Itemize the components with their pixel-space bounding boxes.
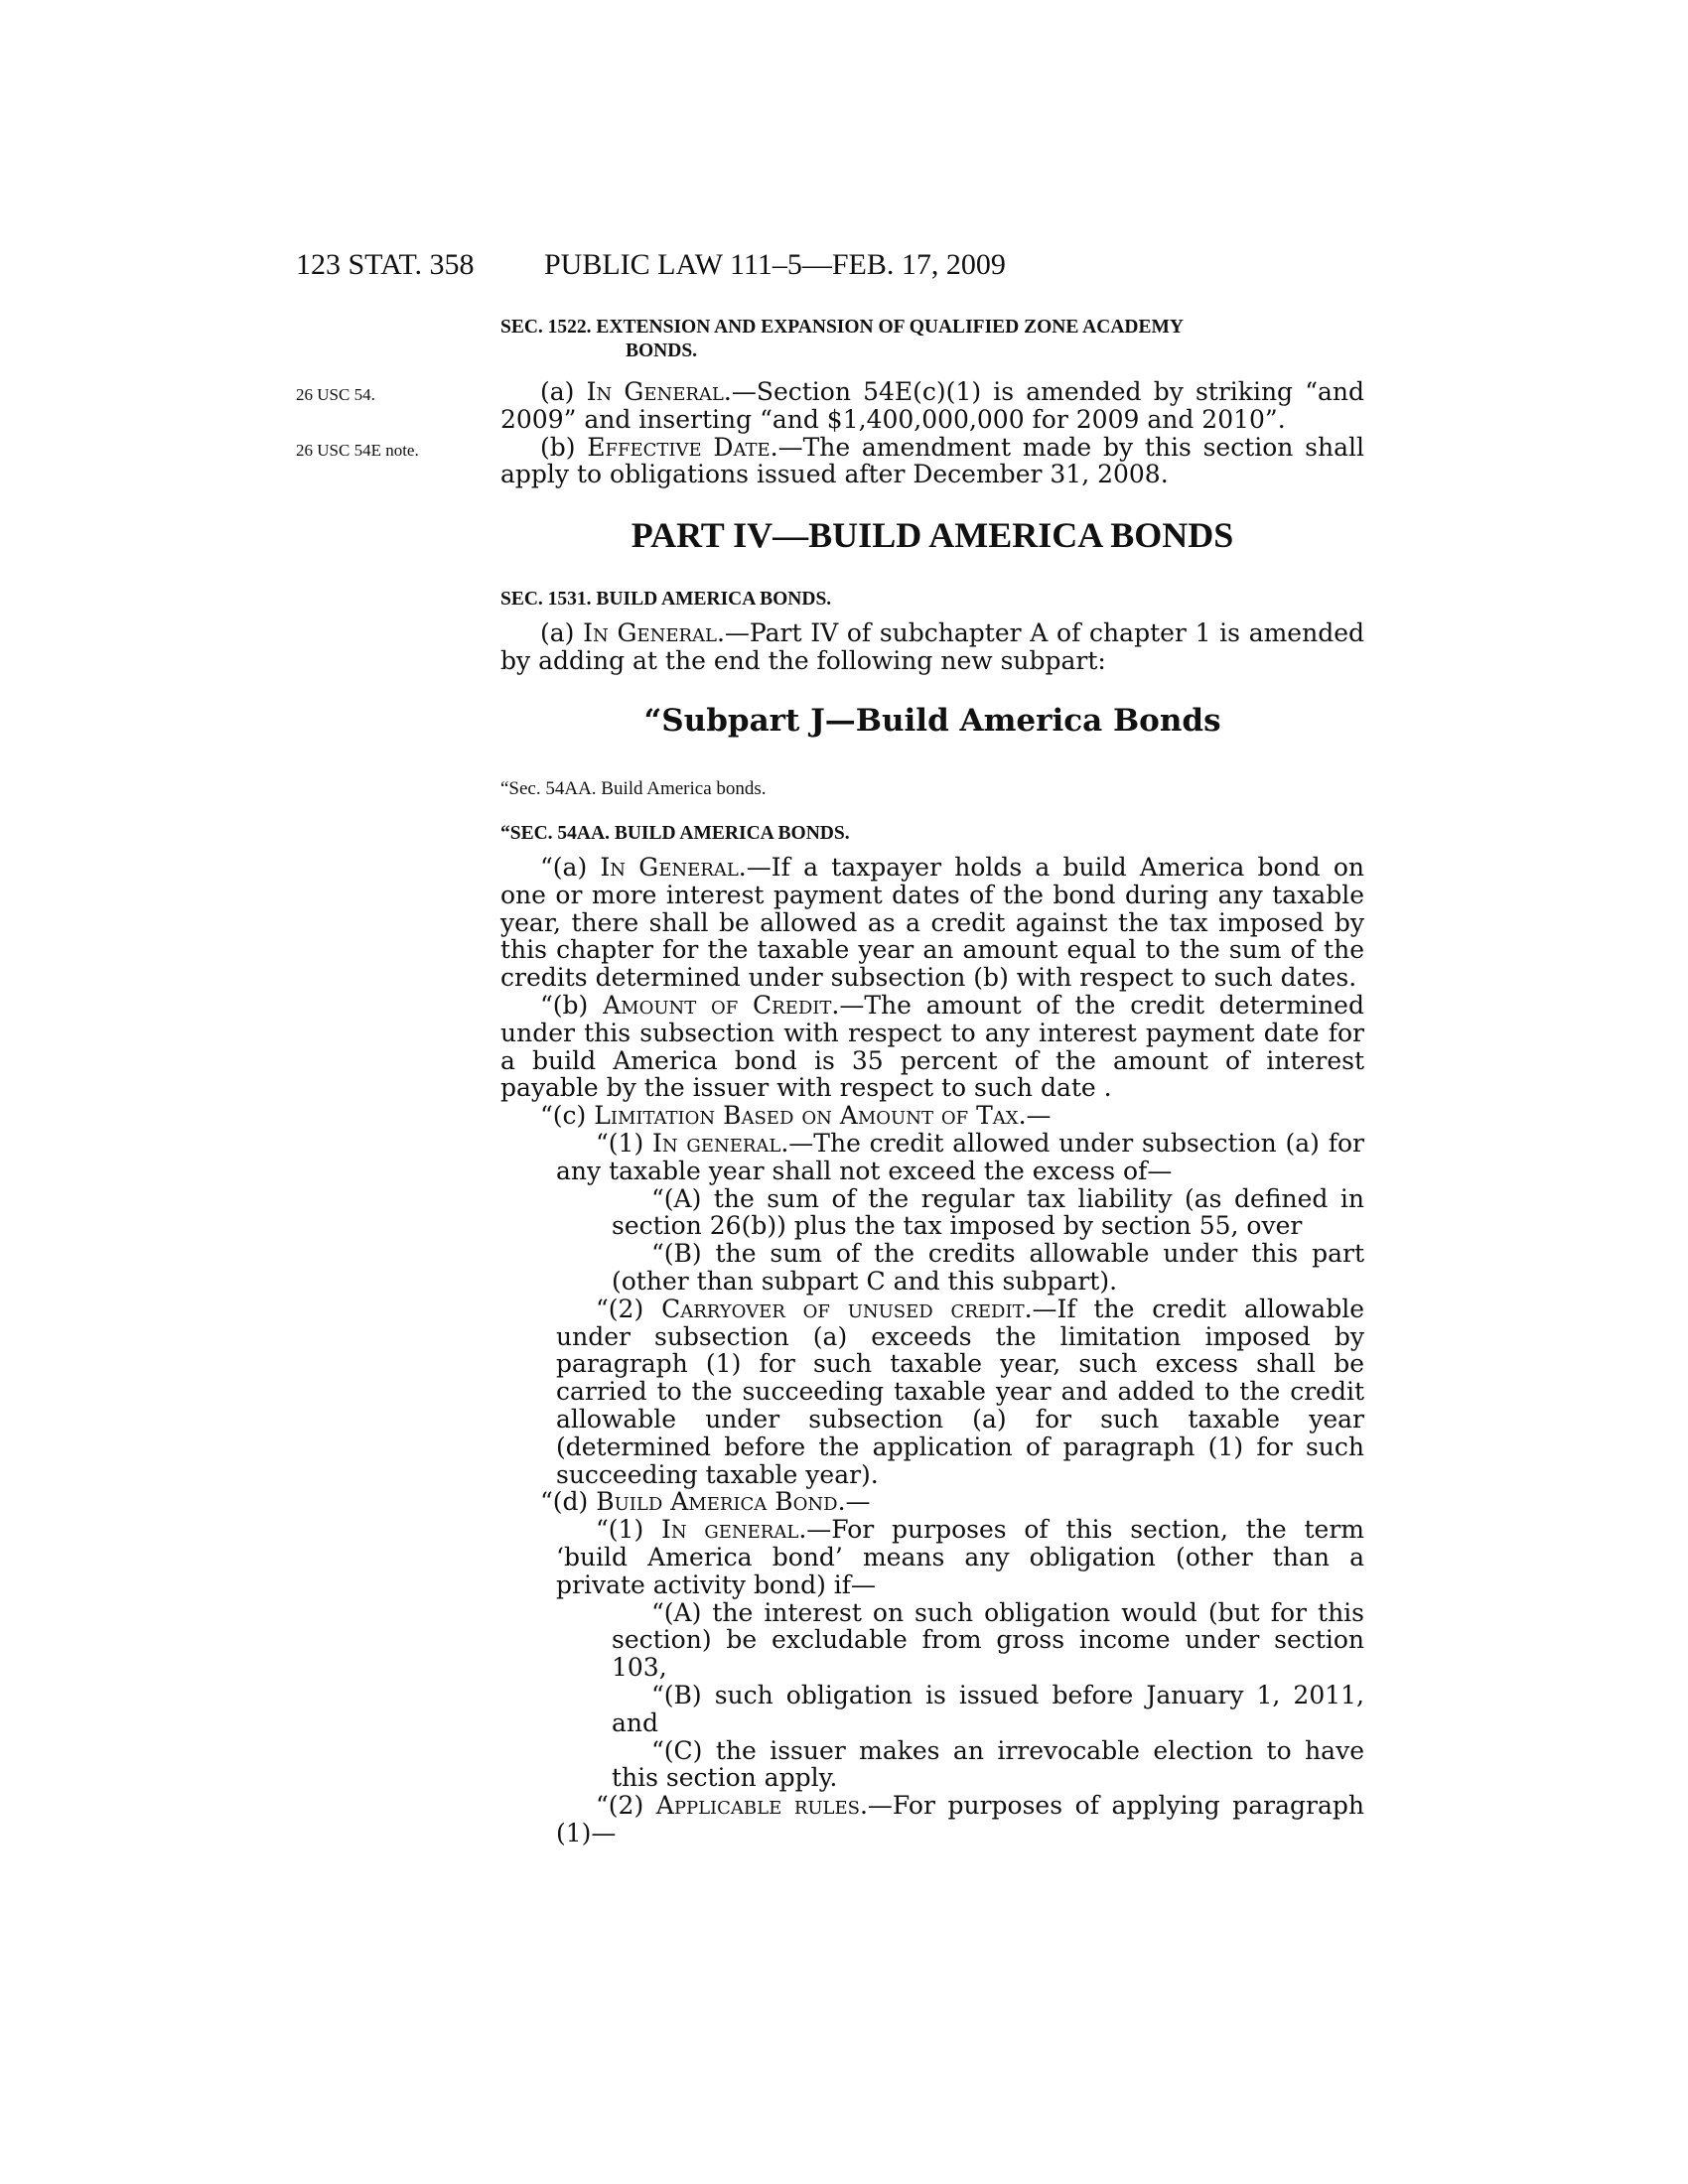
sec-54aa-d-1-subparagraph-b: “(B) such obligation is issued before January 1, 2011, and [612,1680,1364,1737]
page-header [296,248,1370,288]
part-heading: PART IV—BUILD AMERICA BONDS [631,515,1234,555]
sec-54aa-c-1-subparagraph-b: “(B) the sum of the credits allowable under this part (other than subpart C and this subpart). [612,1239,1364,1296]
sec-1531-body [500,619,1364,675]
sec-54aa-subsection-c: “(c) Limitation Based on Amount of Tax.— [540,1101,1052,1131]
public-law-title: PUBLIC LAW 111–5—FEB. 17, 2009 [544,248,1006,281]
margin-note-26-usc-54e: 26 USC 54E note. [296,441,419,460]
stat-citation: 123 STAT. 358 [296,248,475,281]
sec-1522-subsection-b: (b) Effective Date.—The amendment made by this section shall apply to obligations issued after December 31, 2008. [500,432,1364,489]
sec-54aa-d-1-subparagraph-c: “(C) the issuer makes an irrevocable election to have this section apply. [612,1735,1364,1793]
sec-54aa-d-1-subparagraph-a: “(A) the interest on such obligation would (but for this section) be excludable from gross income under section 103, [612,1597,1364,1683]
margin-note-26-usc-54: 26 USC 54. [296,385,375,404]
sec-1531-subsection-a: (a) In General.—Part IV of subchapter A of chapter 1 is amended by adding at the end the following new subpart: [500,618,1365,675]
sec-54aa-c-1-subparagraph-a: “(A) the sum of the regular tax liability (as defined in section 26(b)) plus the tax imposed by section 55, over [612,1183,1364,1241]
subpart-heading: “Subpart J—Build America Bonds [643,703,1221,739]
sec-1522-body [500,378,1364,488]
sec-54aa-c-paragraph-2: “(2) Carryover of unused credit.—If the credit allowable under subsection (a) exceeds the limitation imposed by paragraph (1) for such taxable year, such excess shall be carried to the succeeding taxable year and added to the credit allowable under subsection (a) for such taxable year (determined before the application of paragraph (1) for such succeeding taxable year). [556,1294,1364,1489]
sec-54aa-subsection-d: “(d) Build America Bond.— [540,1487,871,1517]
sec-1522-heading: SEC. 1522. EXTENSION AND EXPANSION OF QUALIFIED ZONE ACADEMY BONDS. [500,317,1185,361]
sec-1522-subsection-a: (a) In General.—Section 54E(c)(1) is amended by striking “and 2009” and inserting “and $1,400,000,000 for 2009 and 2010”. [500,377,1365,434]
sec-54aa-body [500,854,1364,1847]
sec-54aa-heading: “SEC. 54AA. BUILD AMERICA BONDS. [500,823,850,844]
sec-54aa-c-paragraph-1: “(1) In general.—The credit allowed under subsection (a) for any taxable year shall not exceed the excess of— [556,1128,1364,1185]
sec-1531-heading: SEC. 1531. BUILD AMERICA BONDS. [500,589,832,610]
sec-54aa-subsection-b: “(b) Amount of Credit.—The amount of the credit determined under this subsection with respect to any interest payment date for a build America bond is 35 percent of the amount of interest payable by the issuer with respect to such date . [500,990,1364,1103]
sec-54aa-d-paragraph-2: “(2) Applicable rules.—For purposes of applying paragraph (1)— [556,1791,1364,1847]
sec-54aa-subsection-a: “(a) In General.—If a taxpayer holds a build America bond on one or more interest payment dates of the bond during any taxable year, there shall be allowed as a credit against the tax imposed by this chapter for the taxable year an amount equal to the sum of the credits determined under subsection (b) with respect to such dates. [500,853,1365,993]
table-of-sections-entry: “Sec. 54AA. Build America bonds. [500,778,767,799]
sec-54aa-d-paragraph-1: “(1) In general.—For purposes of this section, the term ‘build America bond’ means any obligation (other than a private activity bond) if— [556,1515,1364,1599]
